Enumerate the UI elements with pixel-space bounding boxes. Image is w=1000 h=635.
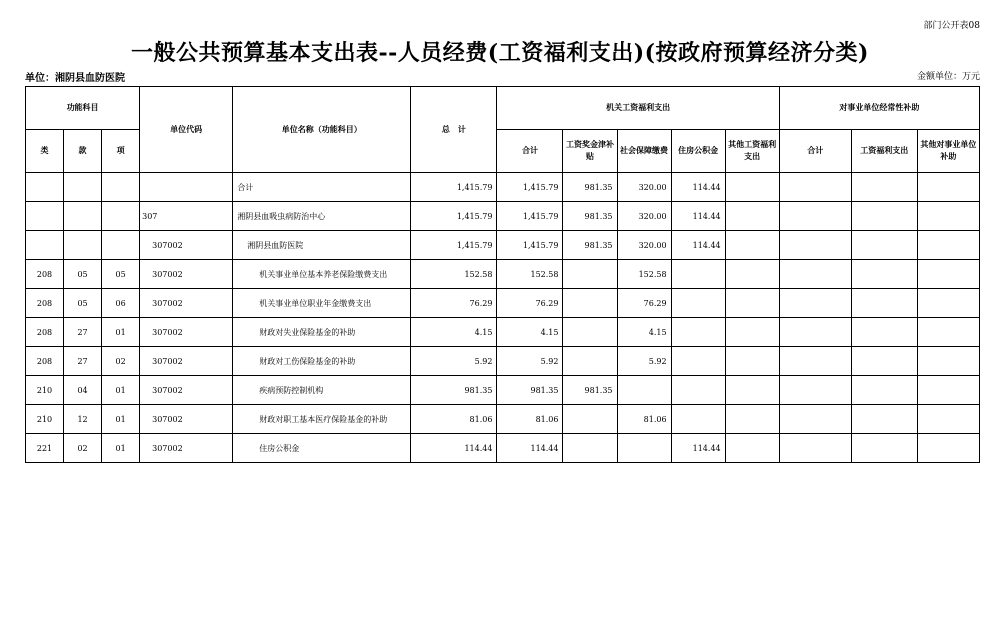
cell-inst-other xyxy=(917,260,979,289)
cell-unit-code: 307002 xyxy=(140,318,233,347)
cell-kuan: 04 xyxy=(64,376,102,405)
cell-inst-other xyxy=(917,289,979,318)
header-org-social: 社会保障缴费 xyxy=(617,130,671,173)
header-org-other: 其他工资福利支出 xyxy=(725,130,779,173)
cell-inst-wage xyxy=(851,318,917,347)
cell-kuan: 12 xyxy=(64,405,102,434)
cell-inst-total xyxy=(779,405,851,434)
cell-unit-code: 307002 xyxy=(140,434,233,463)
cell-org-wage xyxy=(563,347,617,376)
cell-inst-other xyxy=(917,173,979,202)
cell-xiang: 05 xyxy=(102,260,140,289)
header-org-total: 合计 xyxy=(497,130,563,173)
cell-inst-wage xyxy=(851,202,917,231)
budget-table xyxy=(25,86,980,463)
cell-kuan: 27 xyxy=(64,347,102,376)
table-row xyxy=(26,173,980,202)
cell-lei: 208 xyxy=(26,347,64,376)
cell-inst-wage xyxy=(851,347,917,376)
header-total: 总 计 xyxy=(411,87,497,173)
cell-kuan: 05 xyxy=(64,260,102,289)
header-org-wage: 工资奖金津补贴 xyxy=(563,130,617,173)
cell-unit-name: 财政对工伤保险基金的补助 xyxy=(233,347,411,376)
cell-org-total: 1,415.79 xyxy=(497,231,563,260)
cell-xiang: 02 xyxy=(102,347,140,376)
cell-inst-wage xyxy=(851,376,917,405)
cell-unit-code: 307002 xyxy=(140,347,233,376)
cell-unit-name: 机关事业单位职业年金缴费支出 xyxy=(233,289,411,318)
cell-unit-name: 机关事业单位基本养老保险缴费支出 xyxy=(233,260,411,289)
cell-unit-code: 307002 xyxy=(140,260,233,289)
cell-org-social xyxy=(617,376,671,405)
cell-org-other xyxy=(725,318,779,347)
cell-xiang: 06 xyxy=(102,289,140,318)
cell-inst-wage xyxy=(851,434,917,463)
cell-inst-wage xyxy=(851,260,917,289)
header-unit-code: 单位代码 xyxy=(140,87,233,173)
cell-org-housing: 114.44 xyxy=(671,173,725,202)
cell-inst-other xyxy=(917,202,979,231)
table-number-label: 部门公开表08 xyxy=(923,21,980,31)
cell-org-housing xyxy=(671,347,725,376)
cell-xiang: 01 xyxy=(102,434,140,463)
cell-unit-code xyxy=(140,173,233,202)
cell-org-social: 152.58 xyxy=(617,260,671,289)
cell-inst-other xyxy=(917,318,979,347)
cell-org-wage: 981.35 xyxy=(563,231,617,260)
cell-xiang xyxy=(102,173,140,202)
cell-org-wage xyxy=(563,434,617,463)
cell-org-social xyxy=(617,434,671,463)
cell-org-housing: 114.44 xyxy=(671,231,725,260)
cell-lei: 208 xyxy=(26,289,64,318)
table-row xyxy=(26,376,980,405)
cell-inst-total xyxy=(779,347,851,376)
cell-org-total: 81.06 xyxy=(497,405,563,434)
cell-org-other xyxy=(725,405,779,434)
table-row xyxy=(26,347,980,376)
header-inst-other: 其他对事业单位补助 xyxy=(917,130,979,173)
cell-total: 114.44 xyxy=(411,434,497,463)
header-func-subject: 功能科目 xyxy=(26,87,140,130)
table-row xyxy=(26,318,980,347)
cell-unit-name: 疾病预防控制机构 xyxy=(233,376,411,405)
cell-org-social: 5.92 xyxy=(617,347,671,376)
cell-lei: 208 xyxy=(26,318,64,347)
cell-unit-name: 住房公积金 xyxy=(233,434,411,463)
cell-org-housing: 114.44 xyxy=(671,202,725,231)
cell-org-social: 320.00 xyxy=(617,202,671,231)
header-kuan: 款 xyxy=(64,130,102,173)
cell-total: 981.35 xyxy=(411,376,497,405)
header-inst-group: 对事业单位经常性补助 xyxy=(779,87,979,130)
cell-org-social: 76.29 xyxy=(617,289,671,318)
cell-xiang: 01 xyxy=(102,376,140,405)
cell-unit-code: 307002 xyxy=(140,376,233,405)
cell-xiang: 01 xyxy=(102,318,140,347)
cell-org-total: 114.44 xyxy=(497,434,563,463)
cell-org-housing xyxy=(671,376,725,405)
cell-inst-total xyxy=(779,202,851,231)
cell-inst-other xyxy=(917,405,979,434)
cell-org-housing xyxy=(671,405,725,434)
header-unit-name: 单位名称（功能科目） xyxy=(233,87,411,173)
cell-xiang xyxy=(102,202,140,231)
cell-inst-wage xyxy=(851,231,917,260)
cell-org-other xyxy=(725,202,779,231)
cell-org-other xyxy=(725,289,779,318)
cell-kuan xyxy=(64,202,102,231)
page-title: 一般公共预算基本支出表--人员经费(工资福利支出)(按政府预算经济分类) xyxy=(131,40,869,66)
cell-total: 76.29 xyxy=(411,289,497,318)
header-lei: 类 xyxy=(26,130,64,173)
cell-org-other xyxy=(725,260,779,289)
cell-total: 81.06 xyxy=(411,405,497,434)
cell-unit-code: 307 xyxy=(140,202,233,231)
table-row xyxy=(26,202,980,231)
header-xiang: 项 xyxy=(102,130,140,173)
table-body xyxy=(26,173,980,463)
cell-org-other xyxy=(725,434,779,463)
cell-kuan: 27 xyxy=(64,318,102,347)
cell-unit-name: 财政对失业保险基金的补助 xyxy=(233,318,411,347)
cell-inst-total xyxy=(779,260,851,289)
cell-org-wage: 981.35 xyxy=(563,376,617,405)
cell-org-total: 76.29 xyxy=(497,289,563,318)
cell-org-other xyxy=(725,231,779,260)
cell-org-total: 981.35 xyxy=(497,376,563,405)
table-row xyxy=(26,434,980,463)
cell-total: 4.15 xyxy=(411,318,497,347)
header-inst-wage: 工资福利支出 xyxy=(851,130,917,173)
cell-unit-name: 合计 xyxy=(233,173,411,202)
cell-xiang xyxy=(102,231,140,260)
cell-org-housing xyxy=(671,318,725,347)
cell-inst-wage xyxy=(851,289,917,318)
cell-kuan xyxy=(64,173,102,202)
table-row xyxy=(26,405,980,434)
cell-total: 152.58 xyxy=(411,260,497,289)
cell-unit-name: 湘阴县血吸虫病防治中心 xyxy=(233,202,411,231)
cell-lei: 210 xyxy=(26,376,64,405)
cell-org-wage xyxy=(563,318,617,347)
cell-org-wage xyxy=(563,260,617,289)
table-row xyxy=(26,231,980,260)
cell-org-wage xyxy=(563,289,617,318)
cell-org-total: 5.92 xyxy=(497,347,563,376)
cell-inst-wage xyxy=(851,405,917,434)
cell-lei: 210 xyxy=(26,405,64,434)
cell-total: 1,415.79 xyxy=(411,202,497,231)
cell-unit-name: 湘阴县血防医院 xyxy=(233,231,411,260)
cell-inst-total xyxy=(779,289,851,318)
cell-inst-total xyxy=(779,376,851,405)
cell-inst-total xyxy=(779,318,851,347)
cell-org-social: 81.06 xyxy=(617,405,671,434)
cell-org-housing xyxy=(671,289,725,318)
cell-xiang: 01 xyxy=(102,405,140,434)
cell-org-total: 1,415.79 xyxy=(497,202,563,231)
cell-org-other xyxy=(725,376,779,405)
cell-org-other xyxy=(725,173,779,202)
cell-inst-other xyxy=(917,347,979,376)
table-row xyxy=(26,260,980,289)
cell-org-housing: 114.44 xyxy=(671,434,725,463)
cell-inst-total xyxy=(779,434,851,463)
cell-inst-total xyxy=(779,173,851,202)
cell-lei: 208 xyxy=(26,260,64,289)
cell-unit-code: 307002 xyxy=(140,231,233,260)
cell-org-wage: 981.35 xyxy=(563,173,617,202)
cell-org-total: 4.15 xyxy=(497,318,563,347)
cell-inst-total xyxy=(779,231,851,260)
cell-lei xyxy=(26,202,64,231)
cell-kuan: 02 xyxy=(64,434,102,463)
cell-org-housing xyxy=(671,260,725,289)
cell-lei: 221 xyxy=(26,434,64,463)
cell-unit-name: 财政对职工基本医疗保险基金的补助 xyxy=(233,405,411,434)
currency-unit-label: 金额单位：万元 xyxy=(916,72,980,82)
cell-total: 5.92 xyxy=(411,347,497,376)
unit-name-label: 单位：湘阴县血防医院 xyxy=(25,73,125,84)
cell-org-wage xyxy=(563,405,617,434)
cell-total: 1,415.79 xyxy=(411,231,497,260)
cell-unit-code: 307002 xyxy=(140,405,233,434)
header-inst-total: 合计 xyxy=(779,130,851,173)
cell-total: 1,415.79 xyxy=(411,173,497,202)
cell-unit-code: 307002 xyxy=(140,289,233,318)
cell-lei xyxy=(26,231,64,260)
cell-inst-other xyxy=(917,231,979,260)
cell-org-social: 320.00 xyxy=(617,173,671,202)
cell-org-wage: 981.35 xyxy=(563,202,617,231)
cell-inst-wage xyxy=(851,173,917,202)
cell-kuan xyxy=(64,231,102,260)
header-org-housing: 住房公积金 xyxy=(671,130,725,173)
cell-org-social: 4.15 xyxy=(617,318,671,347)
cell-lei xyxy=(26,173,64,202)
cell-inst-other xyxy=(917,376,979,405)
cell-org-total: 152.58 xyxy=(497,260,563,289)
table-row xyxy=(26,289,980,318)
header-org-group: 机关工资福利支出 xyxy=(497,87,779,130)
cell-inst-other xyxy=(917,434,979,463)
cell-org-social: 320.00 xyxy=(617,231,671,260)
cell-kuan: 05 xyxy=(64,289,102,318)
cell-org-total: 1,415.79 xyxy=(497,173,563,202)
cell-org-other xyxy=(725,347,779,376)
